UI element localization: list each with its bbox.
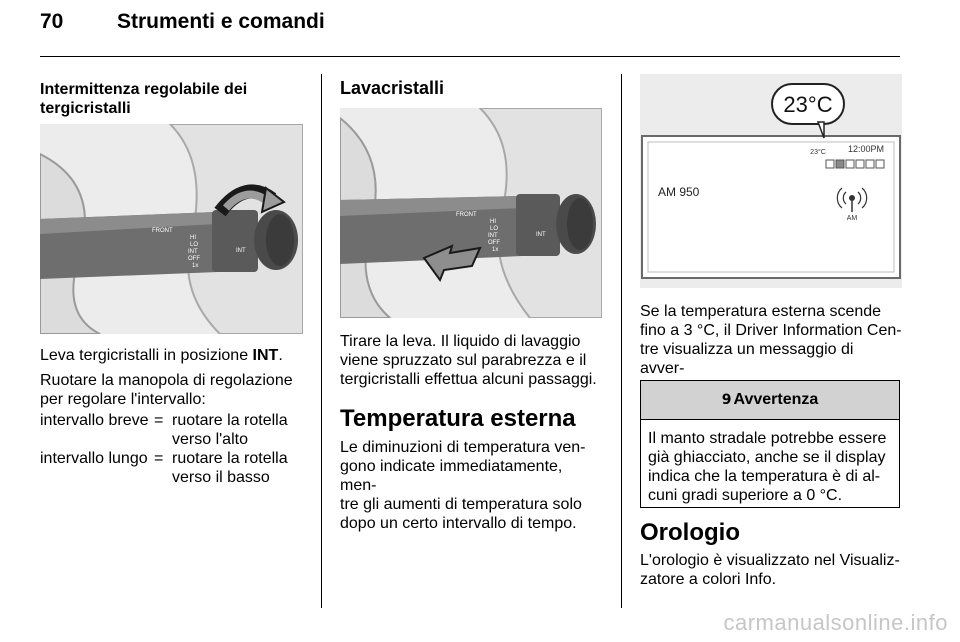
column-divider-2	[621, 74, 622, 608]
section-heading-wiper-interval: Intermittenza regolabile dei tergicristalli	[40, 81, 248, 117]
svg-text:1x: 1x	[192, 263, 199, 269]
svg-text:23°C: 23°C	[783, 92, 833, 117]
definition-row	[40, 449, 305, 489]
paragraph-rotate-knob: Ruotare la manopola di regolazione per regolare l'intervallo:	[40, 372, 293, 408]
definition-row	[40, 411, 305, 451]
svg-text:INT: INT	[236, 248, 246, 254]
svg-text:12:00PM: 12:00PM	[847, 144, 885, 154]
definition-text: ruotare la rotella verso l'alto	[172, 412, 288, 448]
section-heading-clock: Orologio	[640, 519, 740, 546]
watermark: carmanualsonline.info	[723, 610, 948, 635]
svg-text:INT: INT	[188, 249, 198, 255]
svg-text:INT: INT	[488, 233, 498, 239]
wiper-lever-interval-illustration	[40, 124, 303, 334]
svg-text:AM 950: AM 950	[658, 185, 700, 199]
svg-text:LO: LO	[490, 226, 499, 232]
header-rule	[40, 56, 900, 57]
info-display-illustration	[640, 74, 902, 288]
definition-term: intervallo breve	[40, 412, 149, 429]
svg-text:HI: HI	[490, 219, 496, 225]
section-heading-washer: Lavacristalli	[340, 78, 445, 98]
paragraph-washer: Tirare la leva. Il liquido di lavaggio viene spruzzato sul parabrezza e il tergicristalli effettua alcuni passaggi.	[340, 333, 597, 388]
definition-text: ruotare la rotella verso il basso	[172, 450, 288, 486]
warning-text: Il manto stradale potrebbe essere già ghiacciato, anche se il display indica che la temperatura è di al- cuni gradi superiore a 0 °C.	[648, 430, 887, 504]
svg-text:23°C: 23°C	[810, 149, 826, 156]
definition-equals: =	[154, 450, 164, 467]
svg-text:HI: HI	[190, 235, 196, 241]
column-divider-1	[321, 74, 322, 608]
warning-title: Avvertenza	[733, 391, 819, 408]
definition-term: intervallo lungo	[40, 450, 148, 467]
svg-text:1x: 1x	[492, 247, 499, 253]
paragraph-clock: L'orologio è visualizzato nel Visualiz- zatore a colori Info.	[640, 552, 900, 588]
bold-int: INT	[252, 347, 279, 364]
section-heading-outside-temperature: Temperatura esterna	[340, 405, 576, 432]
paragraph-temperature-warning: Se la temperatura esterna scende fino a 3 °C, il Driver Information Cen- tre visualizza un messaggio di avver-	[640, 303, 902, 377]
svg-text:OFF: OFF	[488, 240, 500, 246]
paragraph-lever-position: Leva tergicristalli in posizione INT.	[40, 347, 283, 364]
warning-header	[641, 381, 899, 420]
definition-equals: =	[154, 412, 164, 429]
page-number: 70	[40, 10, 64, 33]
svg-text:FRONT: FRONT	[152, 228, 173, 234]
svg-text:LO: LO	[190, 242, 199, 248]
chapter-title: Strumenti e comandi	[117, 10, 325, 33]
warning-box	[640, 380, 900, 508]
paragraph-temperature: Le diminuzioni di temperatura ven- gono indicate immediatamente, men- tre gli aumenti di temperatura solo dopo un certo intervallo di tempo.	[340, 439, 586, 532]
svg-text:OFF: OFF	[188, 256, 200, 262]
svg-text:AM: AM	[846, 215, 858, 222]
svg-text:FRONT: FRONT	[456, 212, 477, 218]
svg-text:INT: INT	[536, 232, 546, 238]
warning-triangle-icon: 9	[721, 392, 732, 408]
washer-lever-illustration	[340, 108, 602, 318]
